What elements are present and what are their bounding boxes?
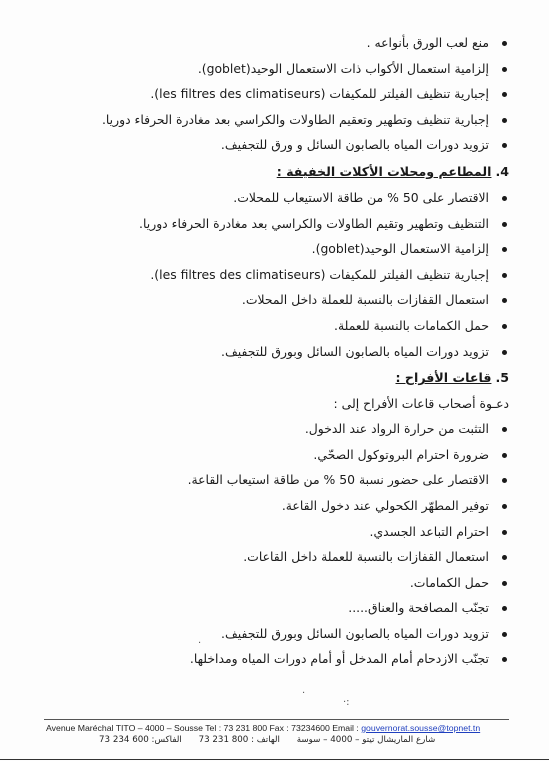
footer-address-fr: Avenue Maréchal TITO – 4000 – Sousse Tel : 73 231 800 Fax : 73234600 Email : [46,723,362,733]
list-item: استعمال القفازات بالنسبة للعملة داخل القاعات. [21,544,511,570]
section4-heading [21,158,511,185]
list-item: حمل الكمامات. [21,570,511,596]
list-item: تزويد دورات المياه بالصابون السائل وبورق للتجفيف. [21,621,511,647]
list-item: تجنّب المصافحة والعناق..... [21,595,511,621]
list-item: إجبارية تنظيف الفيلتر للمكيفات (les filtres des climatiseurs). [21,81,511,107]
footer-fax-ar: الفاكس: 600 234 73 [99,735,182,745]
section4-number: 4. [495,163,509,179]
list-item: التنظيف وتطهير وتقيم الطاولات والكراسي بعد مغادرة الحرفاء دوريا. [21,211,511,237]
list-item: الاقتصار على حضور نسبة 50 % من طاقة استيعاب القاعة. [21,467,511,493]
footer-contact-french [46,723,480,733]
list-item: تزويد دورات المياه بالصابون السائل و ورق للتجفيف. [21,132,511,158]
section5-intro: دعـوة أصحاب قاعات الأفراح إلى : [333,396,509,412]
list-item: التثبت من حرارة الرواد عند الدخول. [21,416,511,442]
list-item: إجبارية تنظيف وتطهير وتعقيم الطاولات والكراسي بعد مغادرة الحرفاء دوريا. [21,107,511,133]
list-item: حمل الكمامات بالنسبة للعملة. [21,313,511,339]
section3-list [21,30,511,158]
section4-title: المطاعم ومحلات الأكلات الخفيفة : [276,163,492,179]
stray-mark: · [302,688,306,699]
footer-email-link[interactable]: gouvernorat.sousse@topnet.tn [361,723,481,733]
page-bottom-border [0,759,549,760]
footer-address-ar: شارع الماريشال تيتو – 4000 – سوسة [296,735,436,745]
section4-list [21,185,511,364]
footer-divider [44,719,509,720]
list-item: تزويد دورات المياه بالصابون السائل وبورق للتجفيف. [21,339,511,365]
list-item: استعمال القفازات بالنسبة للعملة داخل المحلات. [21,287,511,313]
stray-mark: ·: [343,697,350,708]
footer-phone-ar: الهاتف : 800 231 73 [198,735,280,745]
stray-mark: · [198,638,202,649]
list-item: توفير المطهّر الكحولي عند دخول القاعة. [21,493,511,519]
document-body [21,30,511,672]
list-item: تجنّب الازدحام أمام المدخل أو أمام دورات المياه ومداخلها. [21,646,511,672]
list-item: احترام التباعد الجسدي. [21,519,511,545]
list-item: إلزامية الاستعمال الوحيد(goblet). [21,236,511,262]
section5-title: قاعات الأفراح : [395,370,492,386]
list-item: ضرورة احترام البروتوكول الصحّي. [21,442,511,468]
list-item: الاقتصار على 50 % من طاقة الاستيعاب للمحلات. [21,185,511,211]
section5-heading [21,364,511,391]
list-item: إجبارية تنظيف الفيلتر للمكيفات (les filtres des climatiseurs). [21,262,511,288]
section5-list [21,416,511,672]
list-item: إلزامية استعمال الأكواب ذات الاستعمال الوحيد(goblet). [21,56,511,82]
section5-number: 5. [495,370,509,386]
footer-contact-arabic [85,735,435,745]
list-item: منع لعب الورق بأنواعه . [21,30,511,56]
